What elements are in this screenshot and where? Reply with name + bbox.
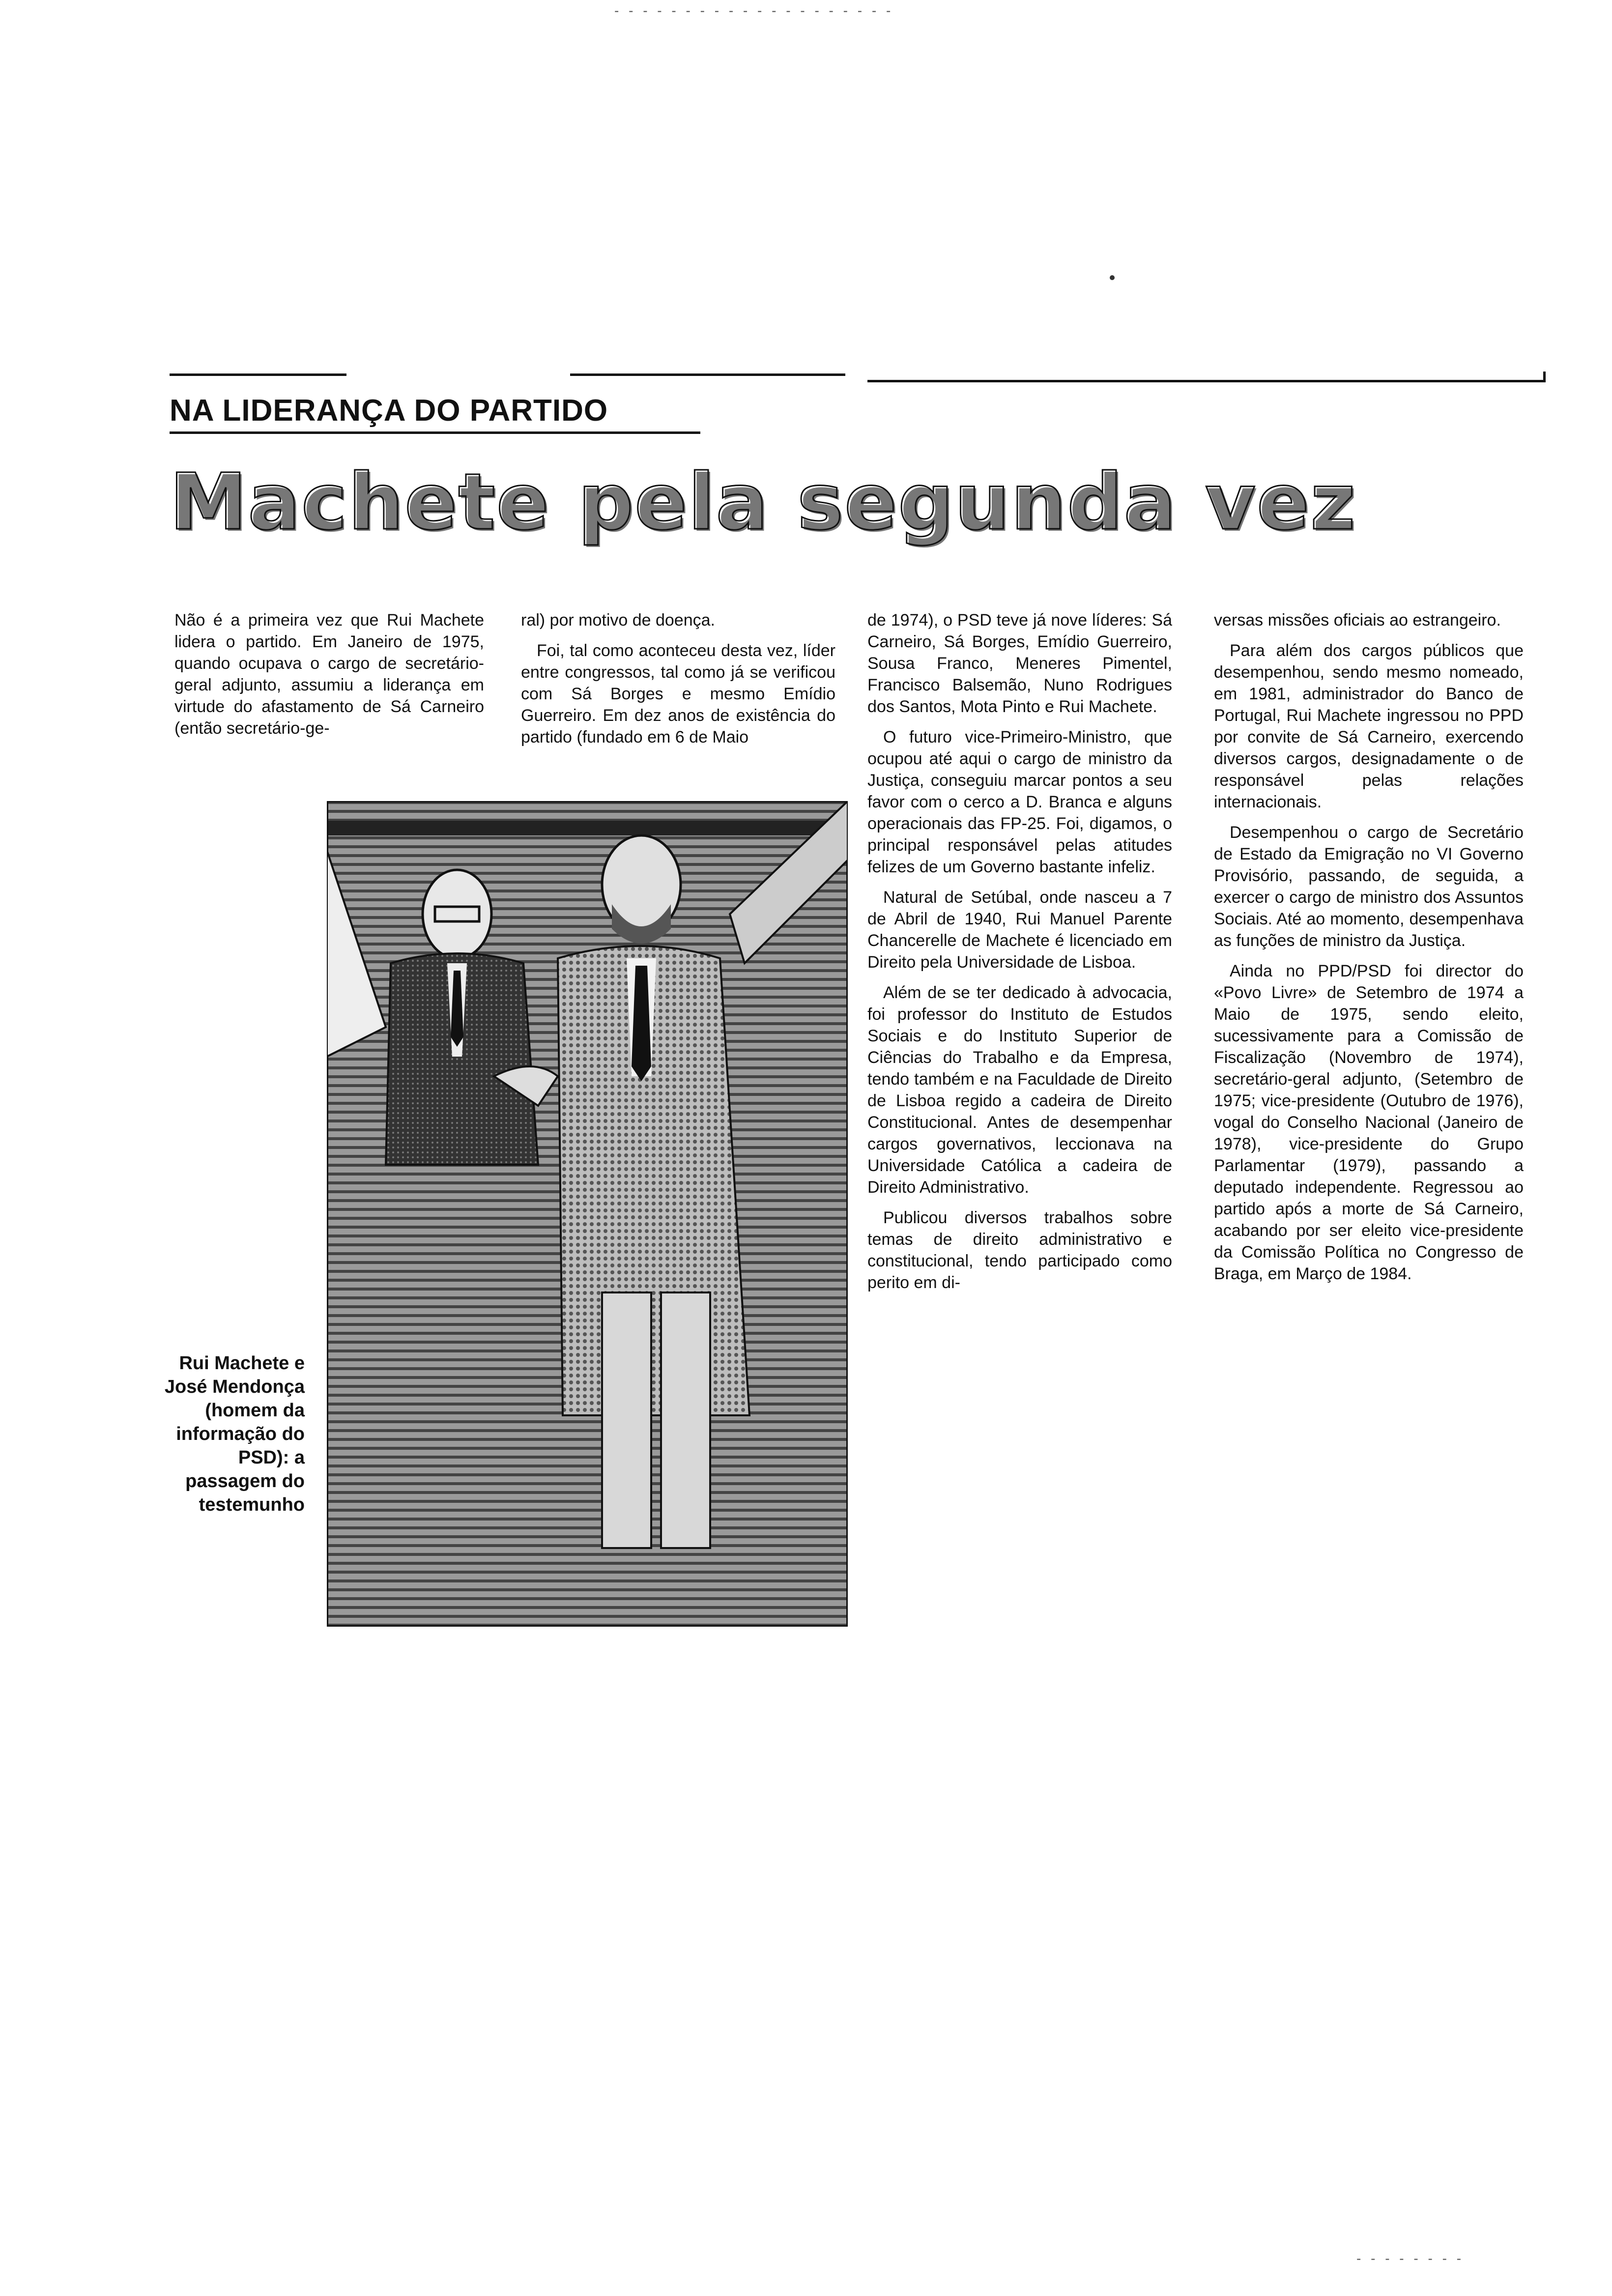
column-3-paragraph: Além de se ter dedicado à advocacia, foi professor do Instituto de Estudos Sociais e do Instituto Superior de Ciências do Trabalho e da Empresa, tendo também e na Faculdade de Direito de Lisboa regido a cadeira de Direito Constitucional. Antes de desempenhar cargos governativos, leccionava na Universidade Católica a cadeira de Direito Administrativo.: [867, 983, 1172, 1197]
photo-figure-two-men: [327, 801, 848, 1627]
header-rule-left: [170, 373, 346, 376]
header-rule-right: [867, 380, 1546, 382]
photo: [327, 801, 848, 1627]
column-3-paragraph: Publicou diversos trabalhos sobre temas de direito administrativo e constitucional, tendo participado como perito em di-: [867, 1208, 1172, 1292]
column-4: [1214, 609, 1524, 1293]
kicker-underline: [170, 431, 700, 434]
column-1-paragraph: Não é a primeira vez que Rui Machete lidera o partido. Em Janeiro de 1975, quando ocupava o cargo de secretário-geral adjunto, assumiu a liderança em virtude do afastamento de Sá Carneiro (então secretário-ge-: [174, 611, 484, 738]
header-rule-mid: [570, 373, 845, 376]
photo-caption: Rui Machete e José Mendonça (homem da informação do PSD): a passagem do testemunho: [164, 1353, 305, 1515]
column-4-paragraph: Desempenhou o cargo de Secretário de Estado da Emigração no VI Governo Provisório, passando, de seguida, a exercer o cargo de ministro dos Assuntos Sociais. Até ao momento, desempenhava as funções de ministro da Justiça.: [1214, 823, 1524, 950]
column-4-paragraph: Para além dos cargos públicos que desempenhou, sendo mesmo nomeado, em 1981, administrador do Banco de Portugal, Rui Machete ingressou no PPD por convite de Sá Carneiro, exercendo diversos cargos, designadamente o de responsável pelas relações internacionais.: [1214, 641, 1524, 811]
column-4-paragraph: versas missões oficiais ao estrangeiro.: [1214, 611, 1501, 630]
column-3-paragraph: de 1974), o PSD teve já nove líderes: Sá Carneiro, Sá Borges, Emídio Guerreiro, Sousa Franco, Meneres Pimentel, Francisco Balsemão, Nuno Rodrigues dos Santos, Mota Pinto e Rui Machete.: [867, 611, 1172, 716]
column-1: [174, 609, 484, 748]
section-kicker: NA LIDERANÇA DO PARTIDO: [170, 394, 608, 428]
column-3-paragraph: Natural de Setúbal, onde nasceu a 7 de Abril de 1940, Rui Manuel Parente Chancerelle de Machete é licenciado em Direito pela Universidade de Lisboa.: [867, 888, 1172, 972]
scan-dot: [1110, 275, 1115, 280]
headline: Machete pela segunda vez: [170, 457, 1356, 547]
scan-noise-bottom: - - - - - - - -: [1356, 2251, 1465, 2266]
header-rule-right-tick: [1543, 372, 1546, 382]
scan-noise-top: - - - - - - - - - - - - - - - - - - - -: [614, 3, 894, 18]
column-3: [867, 609, 1172, 1302]
column-3-paragraph: O futuro vice-Primeiro-Ministro, que ocupou até aqui o cargo de ministro da Justiça, conseguiu marcar pontos a seu favor com o cerco a D. Branca e alguns operacionais das FP-25. Foi, digamos, o principal responsável pelas atitudes felizes de um Governo bastante infeliz.: [867, 728, 1172, 876]
column-2-paragraph: ral) por motivo de doença.: [521, 611, 715, 630]
column-2: [521, 609, 835, 757]
column-4-paragraph: Ainda no PPD/PSD foi director do «Povo Livre» de Setembro de 1974 a Maio de 1975, sendo eleito, sucessivamente para a Comissão de Fiscalização (Novembro de 1974), secretário-geral adjunto, (Setembro de 1975; vice-presidente (Outubro de 1976), vogal do Conselho Nacional (Janeiro de 1978), vice-presidente do Grupo Parlamentar (1979), passando a deputado independente. Regressou ao partido após a morte de Sá Carneiro, acabando por ser eleito vice-presidente da Comissão Política no Congresso de Braga, em Março de 1984.: [1214, 962, 1524, 1283]
column-2-paragraph: Foi, tal como aconteceu desta vez, líder entre congressos, tal como já se verificou com Sá Borges e mesmo Emídio Guerreiro. Em dez anos de existência do partido (fundado em 6 de Maio: [521, 641, 835, 746]
